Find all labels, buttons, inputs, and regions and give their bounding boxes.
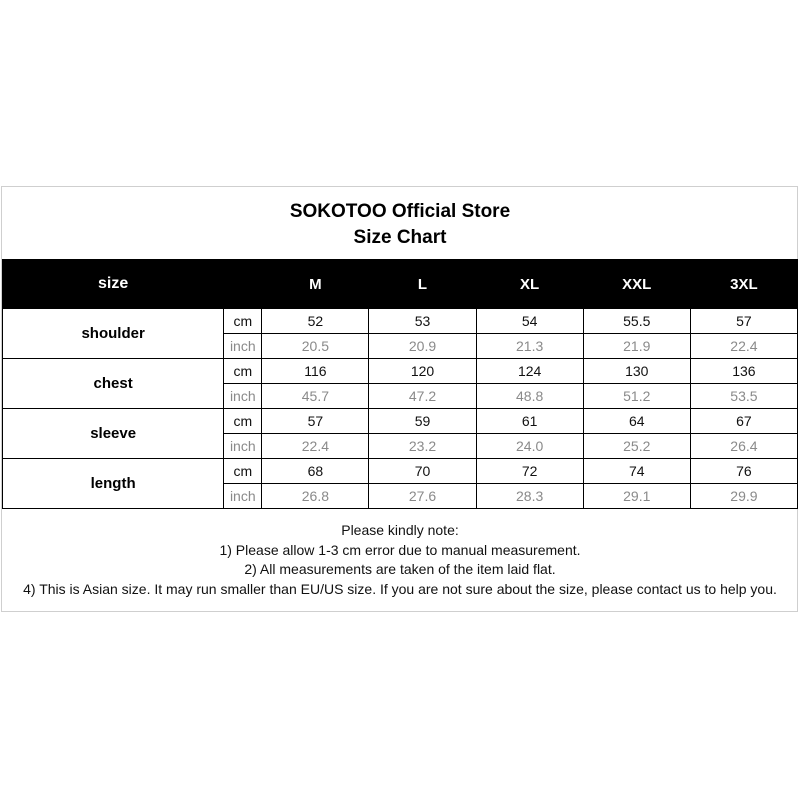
- table-cell: 23.2: [369, 434, 476, 459]
- table-cell: 24.0: [476, 434, 583, 459]
- table-cell: 120: [369, 359, 476, 384]
- measure-label-shoulder: shoulder: [3, 309, 224, 359]
- table-row: [3, 409, 798, 434]
- table-header-row: [3, 260, 798, 309]
- table-cell: 57: [262, 409, 369, 434]
- table-cell: 53.5: [690, 384, 797, 409]
- table-cell: 51.2: [583, 384, 690, 409]
- table-row: [3, 309, 798, 334]
- size-header-xl: XL: [476, 260, 583, 309]
- unit-cm-label: cm: [224, 359, 262, 384]
- table-cell: 74: [583, 459, 690, 484]
- table-cell: 28.3: [476, 484, 583, 509]
- table-cell: 70: [369, 459, 476, 484]
- measure-label-sleeve: sleeve: [3, 409, 224, 459]
- chart-title: Size Chart: [353, 227, 447, 248]
- unit-cm-label: cm: [224, 409, 262, 434]
- table-cell: 67: [690, 409, 797, 434]
- table-cell: 57: [690, 309, 797, 334]
- measure-label-chest: chest: [3, 359, 224, 409]
- unit-inch-label: inch: [224, 334, 262, 359]
- table-cell: 25.2: [583, 434, 690, 459]
- table-cell: 72: [476, 459, 583, 484]
- table-cell: 53: [369, 309, 476, 334]
- table-cell: 54: [476, 309, 583, 334]
- table-cell: 26.8: [262, 484, 369, 509]
- size-header-m: M: [262, 260, 369, 309]
- unit-inch-label: inch: [224, 384, 262, 409]
- size-header-l: L: [369, 260, 476, 309]
- table-cell: 136: [690, 359, 797, 384]
- table-cell: 22.4: [690, 334, 797, 359]
- table-cell: 61: [476, 409, 583, 434]
- note-line: 2) All measurements are taken of the item laid flat.: [244, 561, 556, 577]
- size-header-xxl: XXL: [583, 260, 690, 309]
- unit-cm-label: cm: [224, 459, 262, 484]
- table-cell: 21.3: [476, 334, 583, 359]
- note-line: 4) This is Asian size. It may run smaller than EU/US size. If you are not sure about the size, please contact us to help you.: [23, 580, 777, 597]
- table-cell: 21.9: [583, 334, 690, 359]
- notes-heading: Please kindly note:: [341, 522, 459, 538]
- unit-header-cell: [224, 260, 262, 309]
- unit-cm-label: cm: [224, 309, 262, 334]
- note-line: 1) Please allow 1-3 cm error due to manual measurement.: [219, 541, 581, 558]
- table-cell: 52: [262, 309, 369, 334]
- table-cell: 27.6: [369, 484, 476, 509]
- size-header-3xl: 3XL: [690, 260, 797, 309]
- table-cell: 29.1: [583, 484, 690, 509]
- table-cell: 130: [583, 359, 690, 384]
- table-cell: 48.8: [476, 384, 583, 409]
- table-row: [3, 359, 798, 384]
- table-cell: 64: [583, 409, 690, 434]
- table-cell: 124: [476, 359, 583, 384]
- table-cell: 29.9: [690, 484, 797, 509]
- size-table: [2, 259, 798, 509]
- table-cell: 59: [369, 409, 476, 434]
- table-cell: 116: [262, 359, 369, 384]
- table-cell: 22.4: [262, 434, 369, 459]
- table-cell: 55.5: [583, 309, 690, 334]
- table-row: [3, 459, 798, 484]
- notes-section: [0, 521, 800, 599]
- unit-inch-label: inch: [224, 434, 262, 459]
- table-cell: 45.7: [262, 384, 369, 409]
- table-cell: 76: [690, 459, 797, 484]
- store-title: SOKOTOO Official Store: [289, 201, 511, 222]
- table-cell: 68: [262, 459, 369, 484]
- measure-label-length: length: [3, 459, 224, 509]
- table-cell: 20.9: [369, 334, 476, 359]
- unit-inch-label: inch: [224, 484, 262, 509]
- size-header-label: size: [3, 260, 224, 309]
- table-cell: 20.5: [262, 334, 369, 359]
- table-cell: 47.2: [369, 384, 476, 409]
- table-cell: 26.4: [690, 434, 797, 459]
